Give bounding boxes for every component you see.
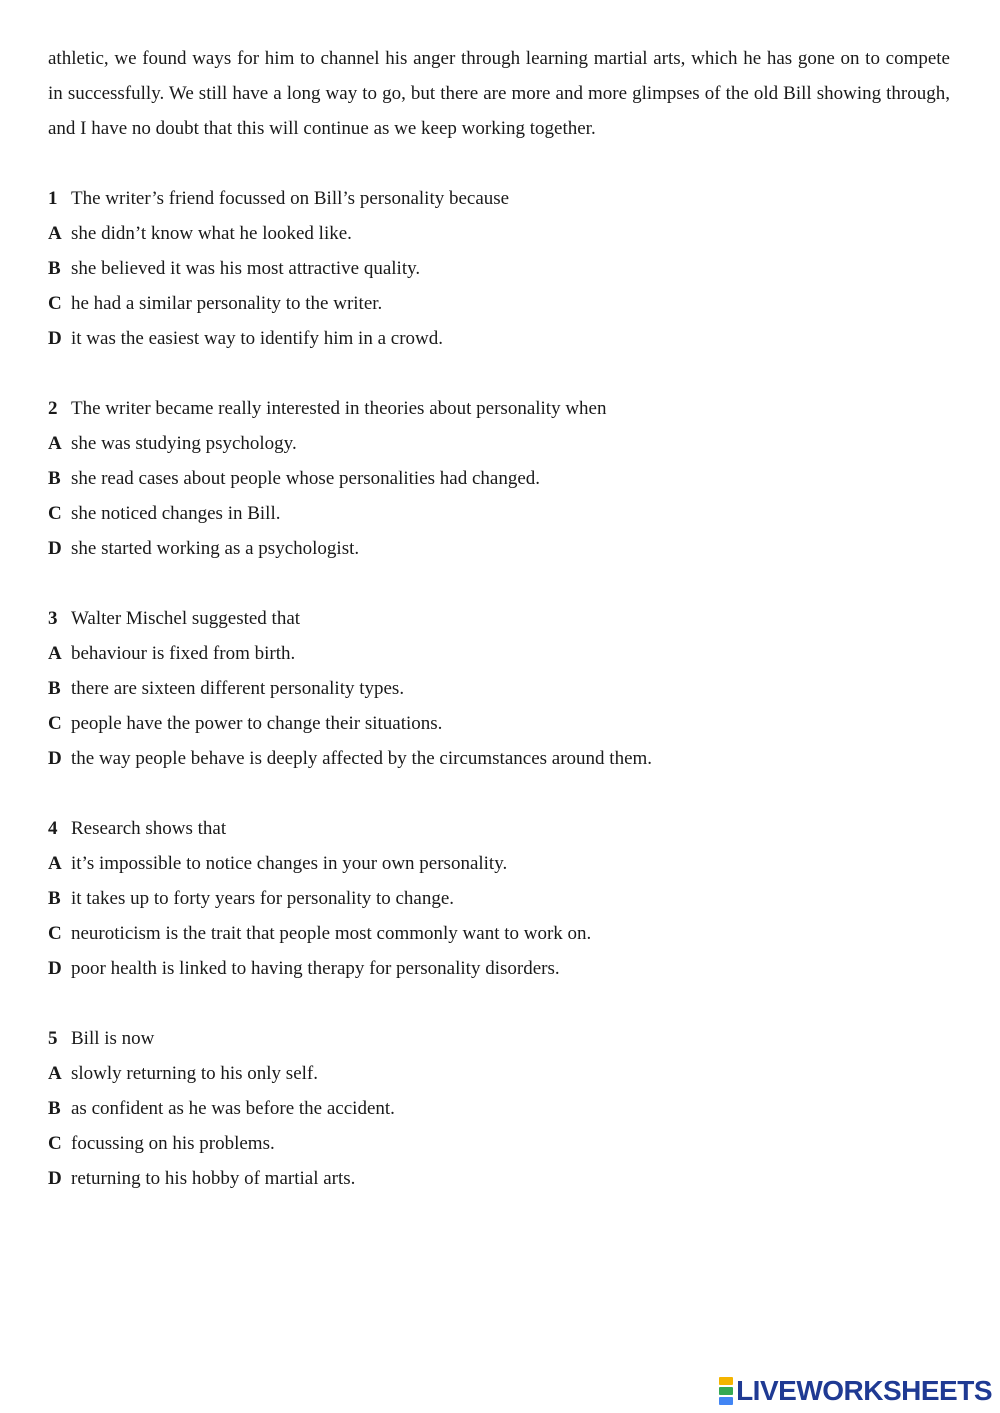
question-number: 1 xyxy=(48,188,58,209)
question-text: Bill is now xyxy=(71,1028,155,1049)
passage-text: athletic, we found ways for him to channel his anger through learning martial arts, which he has gone on to compete in successfully. We still have a long way to go, but there are more and more glimpses of the old Bill showing through, and I have no doubt that this will continue as we keep working together. xyxy=(48,48,950,139)
logo-block xyxy=(719,1387,733,1395)
option-letter: B xyxy=(48,1098,61,1119)
option-letter: C xyxy=(48,713,62,734)
answer-option-b xyxy=(48,881,950,916)
answer-option-d xyxy=(48,741,950,776)
logo-block xyxy=(719,1377,733,1385)
option-text: it was the easiest way to identify him in a crowd. xyxy=(71,328,443,349)
option-letter: B xyxy=(48,468,61,489)
option-text: the way people behave is deeply affected by the circumstances around them. xyxy=(71,748,653,769)
question-text: The writer became really interested in theories about personality when xyxy=(71,398,607,419)
option-letter: C xyxy=(48,293,62,314)
option-text: neuroticism is the trait that people most commonly want to work on. xyxy=(71,923,592,944)
logo-block xyxy=(719,1397,733,1405)
option-letter: B xyxy=(48,888,61,909)
option-text: she didn’t know what he looked like. xyxy=(71,223,352,244)
answer-option-b xyxy=(48,461,950,496)
question-text: The writer’s friend focussed on Bill’s personality because xyxy=(71,188,510,209)
answer-option-a xyxy=(48,636,950,671)
option-text: it’s impossible to notice changes in your own personality. xyxy=(71,853,508,874)
option-text: it takes up to forty years for personality to change. xyxy=(71,888,455,909)
option-letter: D xyxy=(48,958,62,979)
question-number: 5 xyxy=(48,1028,58,1049)
answer-option-a xyxy=(48,846,950,881)
question-text: Research shows that xyxy=(71,818,227,839)
answer-option-d xyxy=(48,321,950,356)
option-letter: A xyxy=(48,853,62,874)
question-stem xyxy=(48,391,950,426)
question-4 xyxy=(48,811,950,986)
option-letter: A xyxy=(48,1063,62,1084)
question-stem xyxy=(48,181,950,216)
answer-option-b xyxy=(48,671,950,706)
option-text: she believed it was his most attractive quality. xyxy=(71,258,421,279)
worksheet-page xyxy=(48,0,950,1196)
question-text: Walter Mischel suggested that xyxy=(71,608,301,629)
answer-option-d xyxy=(48,531,950,566)
reading-passage-ending xyxy=(48,0,950,146)
answer-option-a xyxy=(48,216,950,251)
option-letter: A xyxy=(48,433,62,454)
option-text: she noticed changes in Bill. xyxy=(71,503,281,524)
option-text: behaviour is fixed from birth. xyxy=(71,643,296,664)
answer-option-c xyxy=(48,1126,950,1161)
answer-option-c xyxy=(48,706,950,741)
answer-option-b xyxy=(48,251,950,286)
option-letter: D xyxy=(48,328,62,349)
option-letter: A xyxy=(48,643,62,664)
answer-option-d xyxy=(48,1161,950,1196)
question-3 xyxy=(48,601,950,776)
option-letter: C xyxy=(48,923,62,944)
option-letter: A xyxy=(48,223,62,244)
option-text: as confident as he was before the accident. xyxy=(71,1098,395,1119)
option-text: she was studying psychology. xyxy=(71,433,297,454)
question-stem xyxy=(48,601,950,636)
answer-option-a xyxy=(48,1056,950,1091)
option-text: people have the power to change their situations. xyxy=(71,713,443,734)
option-text: slowly returning to his only self. xyxy=(71,1063,318,1084)
question-number: 3 xyxy=(48,608,58,629)
answer-option-b xyxy=(48,1091,950,1126)
question-1 xyxy=(48,181,950,356)
option-text: poor health is linked to having therapy for personality disorders. xyxy=(71,958,560,979)
answer-option-c xyxy=(48,916,950,951)
answer-option-c xyxy=(48,286,950,321)
question-number: 4 xyxy=(48,818,58,839)
option-letter: D xyxy=(48,748,62,769)
answer-option-c xyxy=(48,496,950,531)
option-letter: B xyxy=(48,258,61,279)
option-letter: C xyxy=(48,503,62,524)
question-2 xyxy=(48,391,950,566)
option-text: focussing on his problems. xyxy=(71,1133,275,1154)
question-number: 2 xyxy=(48,398,58,419)
question-stem xyxy=(48,1021,950,1056)
option-text: she started working as a psychologist. xyxy=(71,538,360,559)
option-letter: B xyxy=(48,678,61,699)
option-letter: C xyxy=(48,1133,62,1154)
option-text: there are sixteen different personality types. xyxy=(71,678,405,699)
logo-mark-icon xyxy=(719,1377,733,1405)
answer-option-d xyxy=(48,951,950,986)
option-text: he had a similar personality to the writer. xyxy=(71,293,383,314)
option-text: she read cases about people whose personalities had changed. xyxy=(71,468,541,489)
question-stem xyxy=(48,811,950,846)
liveworksheets-logo[interactable] xyxy=(719,1375,992,1407)
logo-text: LIVEWORKSHEETS xyxy=(736,1375,992,1406)
option-text: returning to his hobby of martial arts. xyxy=(71,1168,356,1189)
option-letter: D xyxy=(48,1168,62,1189)
question-list xyxy=(48,181,950,1196)
question-5 xyxy=(48,1021,950,1196)
option-letter: D xyxy=(48,538,62,559)
answer-option-a xyxy=(48,426,950,461)
